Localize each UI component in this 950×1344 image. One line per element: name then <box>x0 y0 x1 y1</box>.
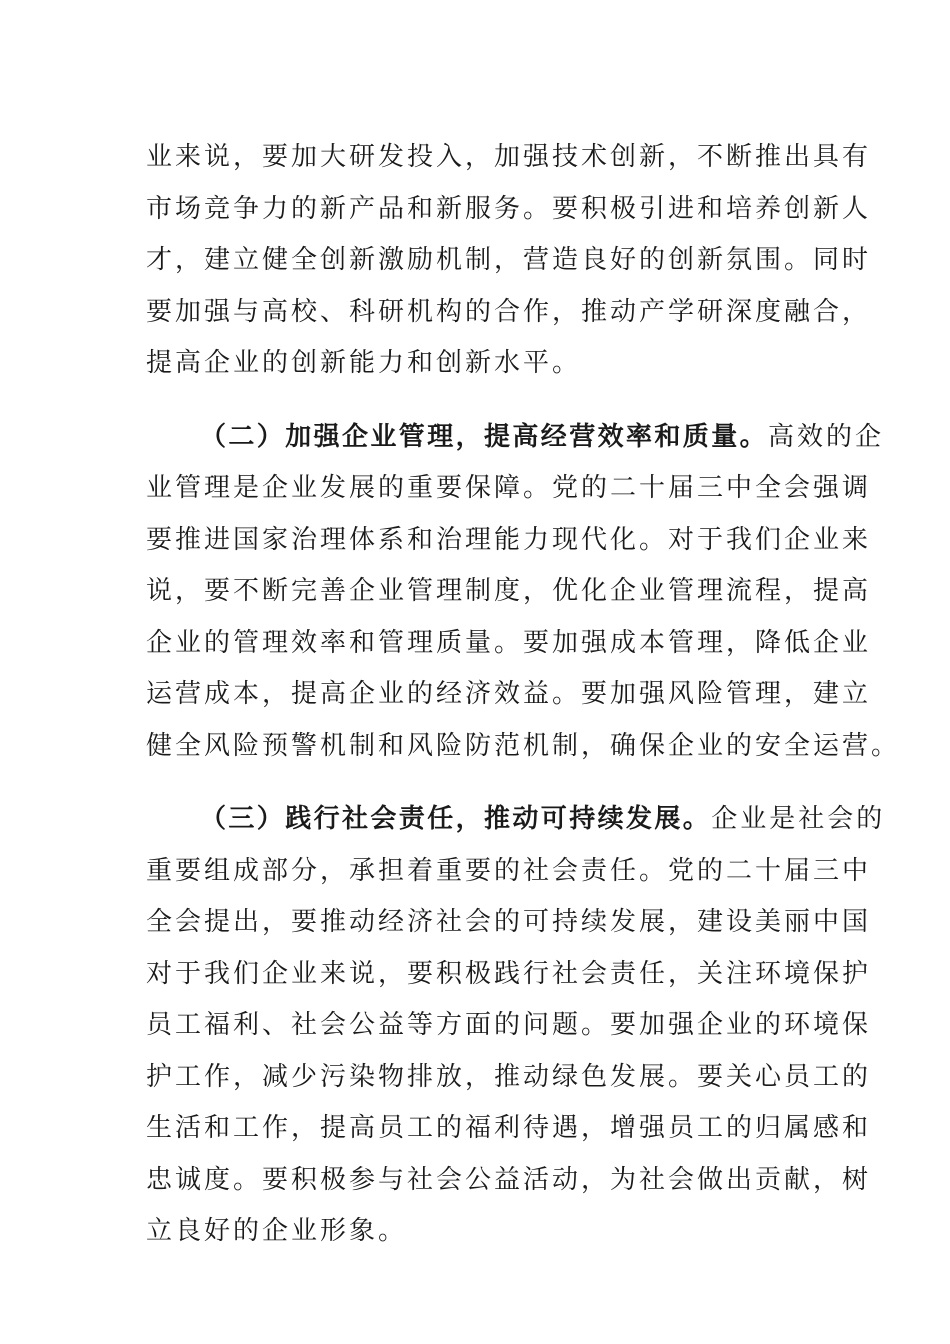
text-line: 业来说，要加大研发投入，加强技术创新，不断推出具有 <box>146 142 872 172</box>
text-line: 立良好的企业形象。 <box>146 1216 408 1246</box>
paragraph-management <box>146 412 901 773</box>
text-line: 提高企业的创新能力和创新水平。 <box>146 348 582 378</box>
text-line: 护工作，减少污染物排放，推动绿色发展。要关心员工的 <box>146 1061 872 1092</box>
text-line <box>146 412 885 464</box>
section-heading: （三）践行社会责任，推动可持续发展。 <box>200 804 712 834</box>
text-run: 企业是社会的 <box>711 804 886 834</box>
text-line: 忠诚度。要积极参与社会公益活动，为社会做出贡献，树 <box>146 1164 872 1195</box>
paragraph-innovation <box>146 132 872 390</box>
text-line <box>146 794 886 846</box>
text-line: 对于我们企业来说，要积极践行社会责任，关注环境保护 <box>146 958 872 989</box>
text-line: 重要组成部分，承担着重要的社会责任。党的二十届三中 <box>146 855 872 886</box>
text-line: 市场竞争力的新产品和新服务。要积极引进和培养创新人 <box>146 193 872 224</box>
text-run: 高效的企 <box>768 421 885 452</box>
text-line: 员工福利、社会公益等方面的问题。要加强企业的环境保 <box>146 1010 872 1040</box>
section-heading: （二）加强企业管理，提高经营效率和质量。 <box>200 421 769 452</box>
text-line: 要推进国家治理体系和治理能力现代化。对于我们企业来 <box>146 524 872 555</box>
text-line: 健全风险预警机制和风险防范机制，确保企业的安全运营。 <box>146 730 901 761</box>
paragraph-social-responsibility <box>146 794 886 1258</box>
text-line: 要加强与高校、科研机构的合作，推动产学研深度融合， <box>146 296 872 327</box>
text-line: 全会提出，要推动经济社会的可持续发展，建设美丽中国 <box>146 907 872 937</box>
text-line: 说，要不断完善企业管理制度，优化企业管理流程，提高 <box>146 576 872 606</box>
text-line: 运营成本，提高企业的经济效益。要加强风险管理，建立 <box>146 679 872 709</box>
text-line: 生活和工作，提高员工的福利待遇，增强员工的归属感和 <box>146 1113 872 1143</box>
document-page <box>146 132 901 1258</box>
text-line: 企业的管理效率和管理质量。要加强成本管理，降低企业 <box>146 627 872 658</box>
text-line: 才，建立健全创新激励机制，营造良好的创新氛围。同时 <box>146 245 872 275</box>
text-line: 业管理是企业发展的重要保障。党的二十届三中全会强调 <box>146 473 872 503</box>
